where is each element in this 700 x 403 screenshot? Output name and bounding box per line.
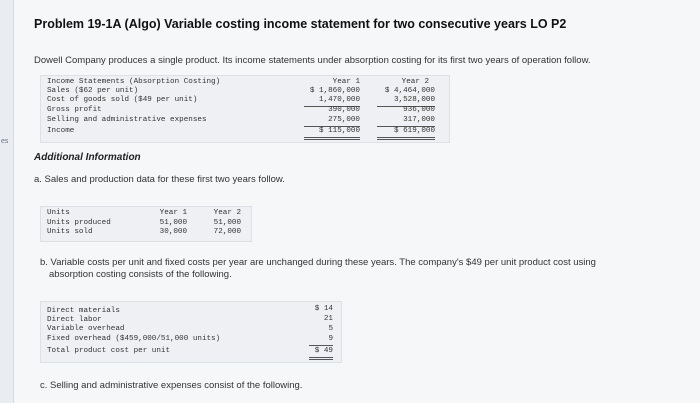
direct-materials-value: $ 14	[314, 305, 333, 313]
units-col-year1: Year 1	[159, 209, 187, 217]
row-label-units-produced: Units produced	[47, 219, 111, 227]
row-label-sales: Sales ($62 per unit)	[47, 87, 139, 95]
section-a-text: a. Sales and production data for these first two years follow.	[34, 174, 285, 185]
units-produced-year2: 51,000	[213, 219, 241, 227]
row-label-direct-materials: Direct materials	[47, 307, 120, 315]
sidebar-tab-label: es	[1, 138, 9, 145]
income-year1: $ 115,000	[304, 127, 360, 140]
units-header: Units	[47, 209, 70, 217]
variable-overhead-value: 5	[328, 325, 333, 333]
additional-info-heading: Additional Information	[34, 152, 141, 163]
income-statement-header: Income Statements (Absorption Costing)	[47, 78, 221, 86]
units-table	[40, 206, 252, 242]
selling-admin-year2: 317,000	[377, 116, 435, 127]
row-label-total-product-cost: Total product cost per unit	[47, 347, 171, 355]
row-label-units-sold: Units sold	[47, 228, 93, 236]
direct-labor-value: 21	[323, 315, 333, 323]
sales-year2: $ 4,464,000	[384, 87, 435, 95]
sales-year1: $ 1,860,000	[309, 87, 360, 95]
gross-profit-year1: 390,000	[328, 106, 360, 114]
row-label-variable-overhead: Variable overhead	[47, 325, 125, 333]
section-c-text: c. Selling and administrative expenses consist of the following.	[40, 380, 303, 391]
problem-title: Problem 19-1A (Algo) Variable costing income statement for two consecutive years LO P2	[34, 17, 567, 31]
product-cost-table	[40, 301, 342, 363]
cogs-year1: 1,470,000	[304, 96, 360, 107]
income-year2: $ 619,000	[377, 127, 435, 140]
section-b-text-line1: b. Variable costs per unit and fixed costs per year are unchanged during these years. The company's $49 per unit product cost using	[40, 257, 596, 268]
row-label-cogs: Cost of goods sold ($49 per unit)	[47, 96, 198, 104]
income-col-year1: Year 1	[332, 78, 360, 86]
cogs-year2: 3,528,000	[377, 96, 435, 107]
units-sold-year1: 30,000	[159, 228, 187, 236]
row-label-gross-profit: Gross profit	[47, 106, 102, 114]
total-product-cost-value: $ 49	[309, 347, 333, 360]
row-label-selling-admin: Selling and administrative expenses	[47, 116, 207, 124]
row-label-income: Income	[47, 127, 75, 135]
fixed-overhead-value: 9	[309, 335, 333, 346]
income-col-year2: Year 2	[401, 78, 429, 86]
income-statement-table	[40, 75, 450, 143]
intro-text: Dowell Company produces a single product. Its income statements under absorption costing for its first two years of operation follow.	[34, 55, 591, 66]
row-label-fixed-overhead: Fixed overhead ($459,000/51,000 units)	[47, 335, 221, 343]
units-produced-year1: 51,000	[159, 219, 187, 227]
gross-profit-year2: 936,000	[403, 106, 435, 114]
selling-admin-year1: 275,000	[304, 116, 360, 127]
units-col-year2: Year 2	[213, 209, 241, 217]
left-sidebar	[0, 0, 14, 403]
row-label-direct-labor: Direct labor	[47, 316, 102, 324]
units-sold-year2: 72,000	[213, 228, 241, 236]
section-b-text-line2: absorption costing consists of the following.	[49, 269, 232, 280]
